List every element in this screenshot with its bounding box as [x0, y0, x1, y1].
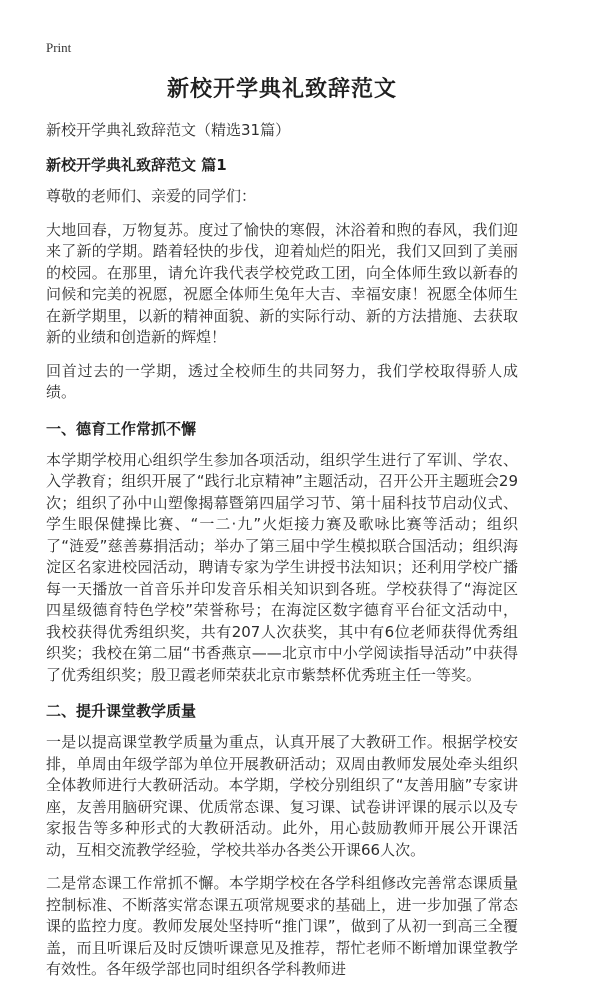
section-heading-teaching-quality: 二、提升课堂教学质量	[46, 702, 197, 720]
paragraph-salutation: 尊敬的老师们、亲爱的同学们：	[46, 187, 257, 205]
paragraph-regular-class: 二是常态课工作常抓不懈。本学期学校在各学科组修改完善常态课质量控制标准、不断落实常态课五项常规要求的基础上，进一步加强了常态课的监控力度。教师发展处坚持听“推门课”，做到了从初一到高三全覆盖，而且听课后及时反馈听课意见及推荐，帮忙老师不断增加课堂教学有效性。各年级学部也同时组织各学科教师进	[46, 874, 518, 978]
paragraph-opening: 大地回春，万物复苏。度过了愉快的寒假，沐浴着和煦的春风，我们迎来了新的学期。踏着轻快的步伐，迎着灿烂的阳光，我们又回到了美丽的校园。在那里，请允许我代表学校党政工团，向全体师生致以新春的问候和完美的祝愿，祝愿全体师生兔年大吉、幸福安康！祝愿全体师生在新学期里，以新的精神面貌、新的实际行动、新的方法措施、去获取新的业绩和创造新的辉煌！	[46, 220, 518, 346]
section-heading-moral-education: 一、德育工作常抓不懈	[46, 419, 197, 438]
paragraph-review: 回首过去的一学期，透过全校师生的共同努力，我们学校取得骄人成绩。	[46, 361, 518, 401]
section-heading-part1: 新校开学典礼致辞范文 篇1	[46, 156, 227, 174]
document-body	[46, 155, 518, 981]
paragraph-teaching-research: 一是以提高课堂教学质量为重点，认真开展了大教研工作。根据学校安排，单周由年级学部为单位开展教研活动；双周由教师发展处牵头组织全体教师进行大教研活动。本学期，学校分别组织了“友善用脑”专家讲座，友善用脑研究课、优质常态课、复习课、试卷讲评课的展示以及专家报告等多种形式的大教研活动。此外，用心鼓励教师开展公开课活动，互相交流教学经验，学校共举办各类公开课66人次。	[46, 733, 518, 859]
paragraph-moral-education: 本学期学校用心组织学生参加各项活动，组织学生进行了军训、学农、入学教育；组织开展了“践行北京精神”主题活动，召开公开主题班会29次；组织了孙中山塑像揭幕暨第四届学习节、第十届科技节启动仪式、学生眼保健操比赛、“一二·九”火炬接力赛及歌咏比赛等活动；组织了“涟爱”慈善募捐活动；举办了第三届中学生模拟联合国活动；组织海淀区名家进校园活动，聘请专家为学生讲授书法知识；还利用学校广播每一天播放一首音乐并印发音乐相关知识到各班。学校获得了“海淀区四星级德育特色学校”荣誉称号；在海淀区数字德育平台征文活动中，我校获得优秀组织奖，共有207人次获奖，其中有6位老师获得优秀组织奖；我校在第二届“书香燕京——北京市中小学阅读指导活动”中获得了优秀组织奖；殷卫霞老师荣获北京市紫禁杯优秀班主任一等奖。	[46, 450, 518, 684]
document-subtitle: 新校开学典礼致辞范文（精选31篇）	[46, 121, 291, 139]
document-title: 新校开学典礼致辞范文	[166, 77, 397, 102]
print-link[interactable]: Print	[46, 40, 72, 55]
